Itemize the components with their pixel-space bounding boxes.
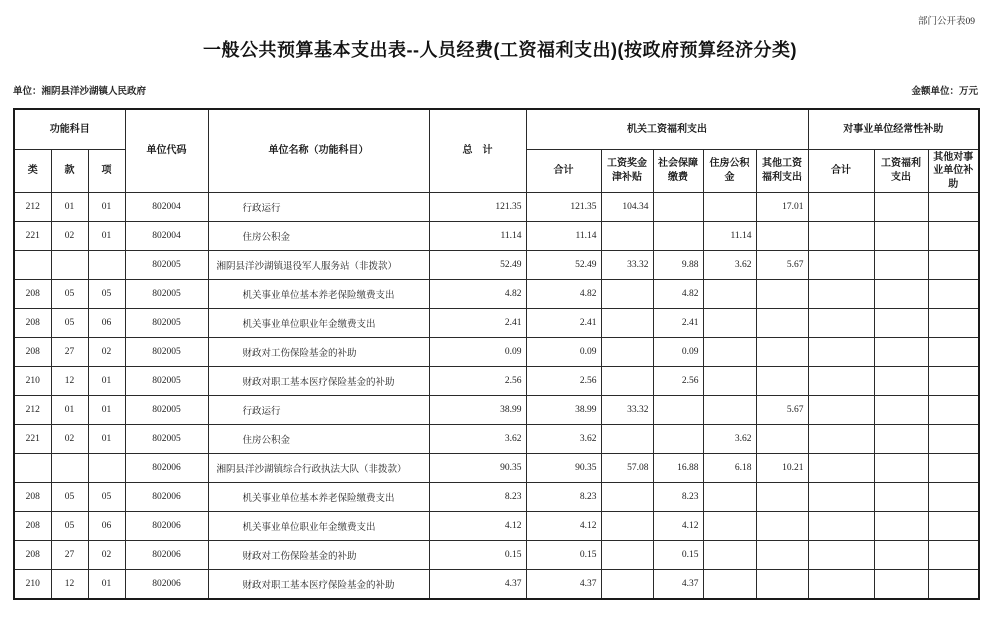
cell-inst-wage: [874, 222, 928, 251]
cell-total: 4.82: [429, 280, 526, 309]
cell-unit-name: 住房公积金: [208, 222, 429, 251]
cell-inst-total: [808, 193, 874, 222]
cell-xiang: 01: [88, 222, 125, 251]
cell-lei: [14, 454, 51, 483]
cell-total: 0.15: [429, 541, 526, 570]
table-row: [14, 251, 979, 280]
header-func-group: 功能科目: [14, 109, 125, 149]
cell-unit-code: 802006: [125, 512, 208, 541]
cell-inst-other: [928, 454, 979, 483]
cell-other-wage: 5.67: [756, 396, 808, 425]
cell-housing-fund: [703, 570, 756, 599]
cell-lei: 208: [14, 483, 51, 512]
cell-wage-bonus: [601, 309, 653, 338]
cell-xiang: 01: [88, 367, 125, 396]
table-row: [14, 367, 979, 396]
cell-inst-other: [928, 280, 979, 309]
cell-inst-wage: [874, 251, 928, 280]
cell-lei: 208: [14, 338, 51, 367]
header-total: 总 计: [429, 109, 526, 193]
cell-lei: 210: [14, 570, 51, 599]
header-housing-fund: 住房公积金: [703, 149, 756, 193]
cell-inst-other: [928, 367, 979, 396]
cell-inst-other: [928, 222, 979, 251]
header-other-wage: 其他工资福利支出: [756, 149, 808, 193]
cell-wage-bonus: [601, 541, 653, 570]
cell-unit-name: 湘阴县洋沙湖镇综合行政执法大队（非拨款）: [208, 454, 429, 483]
cell-inst-wage: [874, 280, 928, 309]
table-row: [14, 193, 979, 222]
cell-kuan: [51, 251, 88, 280]
cell-kuan: 01: [51, 396, 88, 425]
cell-kuan: 05: [51, 309, 88, 338]
cell-xiang: 06: [88, 309, 125, 338]
report-code-label: 部门公开表09: [917, 17, 975, 27]
cell-unit-code: 802004: [125, 193, 208, 222]
cell-housing-fund: [703, 483, 756, 512]
header-inst-other: 其他对事业单位补助: [928, 149, 979, 193]
cell-other-wage: [756, 541, 808, 570]
cell-org-total: 2.56: [526, 367, 601, 396]
header-inst-total: 合计: [808, 149, 874, 193]
cell-unit-code: 802005: [125, 280, 208, 309]
cell-housing-fund: [703, 338, 756, 367]
cell-inst-other: [928, 338, 979, 367]
cell-housing-fund: [703, 193, 756, 222]
cell-unit-name: 行政运行: [208, 193, 429, 222]
cell-social-security: 2.56: [653, 367, 703, 396]
header-unit-name: 单位名称（功能科目）: [208, 109, 429, 193]
cell-inst-wage: [874, 570, 928, 599]
cell-unit-name: 财政对工伤保险基金的补助: [208, 338, 429, 367]
cell-inst-total: [808, 396, 874, 425]
cell-inst-total: [808, 222, 874, 251]
cell-unit-code: 802005: [125, 425, 208, 454]
cell-other-wage: [756, 570, 808, 599]
cell-inst-other: [928, 396, 979, 425]
cell-wage-bonus: 57.08: [601, 454, 653, 483]
cell-inst-wage: [874, 541, 928, 570]
cell-total: 52.49: [429, 251, 526, 280]
cell-kuan: 01: [51, 193, 88, 222]
cell-housing-fund: 3.62: [703, 425, 756, 454]
cell-unit-code: 802006: [125, 541, 208, 570]
table-row: [14, 338, 979, 367]
cell-social-security: [653, 425, 703, 454]
cell-org-total: 11.14: [526, 222, 601, 251]
table-row: [14, 512, 979, 541]
cell-social-security: 9.88: [653, 251, 703, 280]
cell-total: 11.14: [429, 222, 526, 251]
cell-social-security: 16.88: [653, 454, 703, 483]
cell-social-security: 8.23: [653, 483, 703, 512]
cell-wage-bonus: 33.32: [601, 396, 653, 425]
cell-xiang: 02: [88, 338, 125, 367]
cell-kuan: 05: [51, 280, 88, 309]
cell-xiang: 01: [88, 425, 125, 454]
cell-other-wage: 10.21: [756, 454, 808, 483]
cell-xiang: 02: [88, 541, 125, 570]
cell-social-security: 4.37: [653, 570, 703, 599]
cell-social-security: 4.12: [653, 512, 703, 541]
cell-inst-total: [808, 454, 874, 483]
cell-housing-fund: [703, 541, 756, 570]
cell-lei: 212: [14, 396, 51, 425]
cell-unit-name: 财政对工伤保险基金的补助: [208, 541, 429, 570]
cell-unit-code: 802005: [125, 367, 208, 396]
cell-inst-other: [928, 541, 979, 570]
cell-inst-wage: [874, 512, 928, 541]
cell-unit-name: 机关事业单位职业年金缴费支出: [208, 512, 429, 541]
cell-inst-total: [808, 309, 874, 338]
cell-social-security: 2.41: [653, 309, 703, 338]
cell-housing-fund: [703, 367, 756, 396]
cell-unit-name: 机关事业单位基本养老保险缴费支出: [208, 483, 429, 512]
cell-inst-other: [928, 309, 979, 338]
cell-other-wage: [756, 222, 808, 251]
header-social-security: 社会保障缴费: [653, 149, 703, 193]
cell-kuan: 12: [51, 570, 88, 599]
cell-inst-other: [928, 425, 979, 454]
cell-inst-wage: [874, 454, 928, 483]
cell-wage-bonus: 33.32: [601, 251, 653, 280]
cell-other-wage: [756, 425, 808, 454]
table-row: [14, 541, 979, 570]
cell-unit-name: 财政对职工基本医疗保险基金的补助: [208, 367, 429, 396]
cell-housing-fund: [703, 396, 756, 425]
cell-social-security: [653, 193, 703, 222]
cell-kuan: [51, 454, 88, 483]
table-row: [14, 483, 979, 512]
cell-lei: 221: [14, 222, 51, 251]
cell-unit-code: 802005: [125, 338, 208, 367]
header-inst-group: 对事业单位经常性补助: [808, 109, 979, 149]
cell-inst-wage: [874, 367, 928, 396]
cell-kuan: 27: [51, 541, 88, 570]
cell-total: 38.99: [429, 396, 526, 425]
cell-inst-total: [808, 570, 874, 599]
cell-inst-other: [928, 193, 979, 222]
cell-other-wage: [756, 280, 808, 309]
cell-inst-total: [808, 541, 874, 570]
cell-org-total: 0.09: [526, 338, 601, 367]
cell-inst-other: [928, 251, 979, 280]
cell-other-wage: [756, 367, 808, 396]
cell-inst-wage: [874, 193, 928, 222]
cell-wage-bonus: [601, 338, 653, 367]
cell-kuan: 02: [51, 425, 88, 454]
cell-other-wage: [756, 483, 808, 512]
cell-unit-name: 行政运行: [208, 396, 429, 425]
cell-wage-bonus: [601, 280, 653, 309]
cell-unit-code: 802005: [125, 309, 208, 338]
cell-inst-total: [808, 512, 874, 541]
cell-wage-bonus: [601, 570, 653, 599]
cell-unit-name: 机关事业单位基本养老保险缴费支出: [208, 280, 429, 309]
cell-kuan: 12: [51, 367, 88, 396]
cell-total: 90.35: [429, 454, 526, 483]
cell-org-total: 2.41: [526, 309, 601, 338]
header-inst-wage: 工资福利支出: [874, 149, 928, 193]
cell-inst-total: [808, 280, 874, 309]
cell-org-total: 90.35: [526, 454, 601, 483]
cell-kuan: 05: [51, 512, 88, 541]
cell-other-wage: [756, 338, 808, 367]
cell-org-total: 38.99: [526, 396, 601, 425]
cell-lei: 208: [14, 512, 51, 541]
cell-inst-total: [808, 425, 874, 454]
header-wage-bonus: 工资奖金津补贴: [601, 149, 653, 193]
cell-org-total: 8.23: [526, 483, 601, 512]
cell-other-wage: 5.67: [756, 251, 808, 280]
cell-total: 121.35: [429, 193, 526, 222]
cell-org-total: 4.12: [526, 512, 601, 541]
cell-unit-code: 802006: [125, 570, 208, 599]
cell-inst-total: [808, 483, 874, 512]
table-row: [14, 309, 979, 338]
cell-unit-code: 802006: [125, 483, 208, 512]
cell-org-total: 4.37: [526, 570, 601, 599]
cell-inst-wage: [874, 483, 928, 512]
cell-housing-fund: [703, 512, 756, 541]
cell-inst-total: [808, 251, 874, 280]
cell-lei: 210: [14, 367, 51, 396]
cell-other-wage: 17.01: [756, 193, 808, 222]
cell-inst-wage: [874, 309, 928, 338]
cell-total: 2.56: [429, 367, 526, 396]
cell-xiang: [88, 251, 125, 280]
cell-xiang: 01: [88, 193, 125, 222]
cell-org-total: 0.15: [526, 541, 601, 570]
cell-wage-bonus: [601, 367, 653, 396]
unit-label: 单位：湘阴县洋沙湖镇人民政府: [13, 87, 147, 97]
cell-other-wage: [756, 512, 808, 541]
header-lei: 类: [14, 149, 51, 193]
cell-unit-name: 财政对职工基本医疗保险基金的补助: [208, 570, 429, 599]
header-unit-code: 单位代码: [125, 109, 208, 193]
cell-wage-bonus: [601, 222, 653, 251]
cell-inst-total: [808, 367, 874, 396]
cell-social-security: 4.82: [653, 280, 703, 309]
cell-lei: 208: [14, 541, 51, 570]
cell-inst-other: [928, 483, 979, 512]
cell-unit-code: 802006: [125, 454, 208, 483]
header-org-group: 机关工资福利支出: [526, 109, 808, 149]
cell-housing-fund: 3.62: [703, 251, 756, 280]
cell-other-wage: [756, 309, 808, 338]
cell-lei: 208: [14, 280, 51, 309]
header-kuan: 款: [51, 149, 88, 193]
cell-wage-bonus: [601, 425, 653, 454]
cell-social-security: [653, 396, 703, 425]
cell-kuan: 05: [51, 483, 88, 512]
cell-unit-code: 802005: [125, 396, 208, 425]
cell-wage-bonus: 104.34: [601, 193, 653, 222]
table-row: [14, 280, 979, 309]
cell-unit-name: 住房公积金: [208, 425, 429, 454]
cell-kuan: 02: [51, 222, 88, 251]
page-title: 一般公共预算基本支出表--人员经费(工资福利支出)(按政府预算经济分类): [203, 40, 797, 60]
cell-xiang: 01: [88, 570, 125, 599]
cell-lei: 221: [14, 425, 51, 454]
cell-inst-other: [928, 570, 979, 599]
table-row: [14, 570, 979, 599]
cell-org-total: 4.82: [526, 280, 601, 309]
cell-total: 0.09: [429, 338, 526, 367]
cell-org-total: 52.49: [526, 251, 601, 280]
cell-unit-name: 湘阴县洋沙湖镇退役军人服务站（非拨款）: [208, 251, 429, 280]
cell-lei: [14, 251, 51, 280]
cell-lei: 212: [14, 193, 51, 222]
cell-inst-wage: [874, 338, 928, 367]
cell-lei: 208: [14, 309, 51, 338]
cell-housing-fund: [703, 280, 756, 309]
cell-total: 4.12: [429, 512, 526, 541]
cell-unit-code: 802005: [125, 251, 208, 280]
table-row: [14, 454, 979, 483]
cell-wage-bonus: [601, 512, 653, 541]
cell-xiang: [88, 454, 125, 483]
cell-unit-name: 机关事业单位职业年金缴费支出: [208, 309, 429, 338]
cell-org-total: 121.35: [526, 193, 601, 222]
table-row: [14, 396, 979, 425]
header-org-total: 合计: [526, 149, 601, 193]
header-xiang: 项: [88, 149, 125, 193]
cell-housing-fund: 11.14: [703, 222, 756, 251]
cell-social-security: 0.15: [653, 541, 703, 570]
cell-inst-wage: [874, 425, 928, 454]
cell-housing-fund: [703, 309, 756, 338]
cell-inst-other: [928, 512, 979, 541]
cell-total: 4.37: [429, 570, 526, 599]
cell-inst-total: [808, 338, 874, 367]
cell-total: 2.41: [429, 309, 526, 338]
cell-xiang: 06: [88, 512, 125, 541]
cell-kuan: 27: [51, 338, 88, 367]
table-row: [14, 425, 979, 454]
cell-org-total: 3.62: [526, 425, 601, 454]
amount-unit-label: 金额单位：万元: [911, 87, 978, 97]
cell-housing-fund: 6.18: [703, 454, 756, 483]
cell-wage-bonus: [601, 483, 653, 512]
cell-total: 8.23: [429, 483, 526, 512]
cell-total: 3.62: [429, 425, 526, 454]
table-row: [14, 222, 979, 251]
cell-xiang: 05: [88, 483, 125, 512]
budget-table: [13, 108, 980, 600]
cell-unit-code: 802004: [125, 222, 208, 251]
cell-social-security: [653, 222, 703, 251]
cell-xiang: 01: [88, 396, 125, 425]
cell-social-security: 0.09: [653, 338, 703, 367]
cell-inst-wage: [874, 396, 928, 425]
cell-xiang: 05: [88, 280, 125, 309]
